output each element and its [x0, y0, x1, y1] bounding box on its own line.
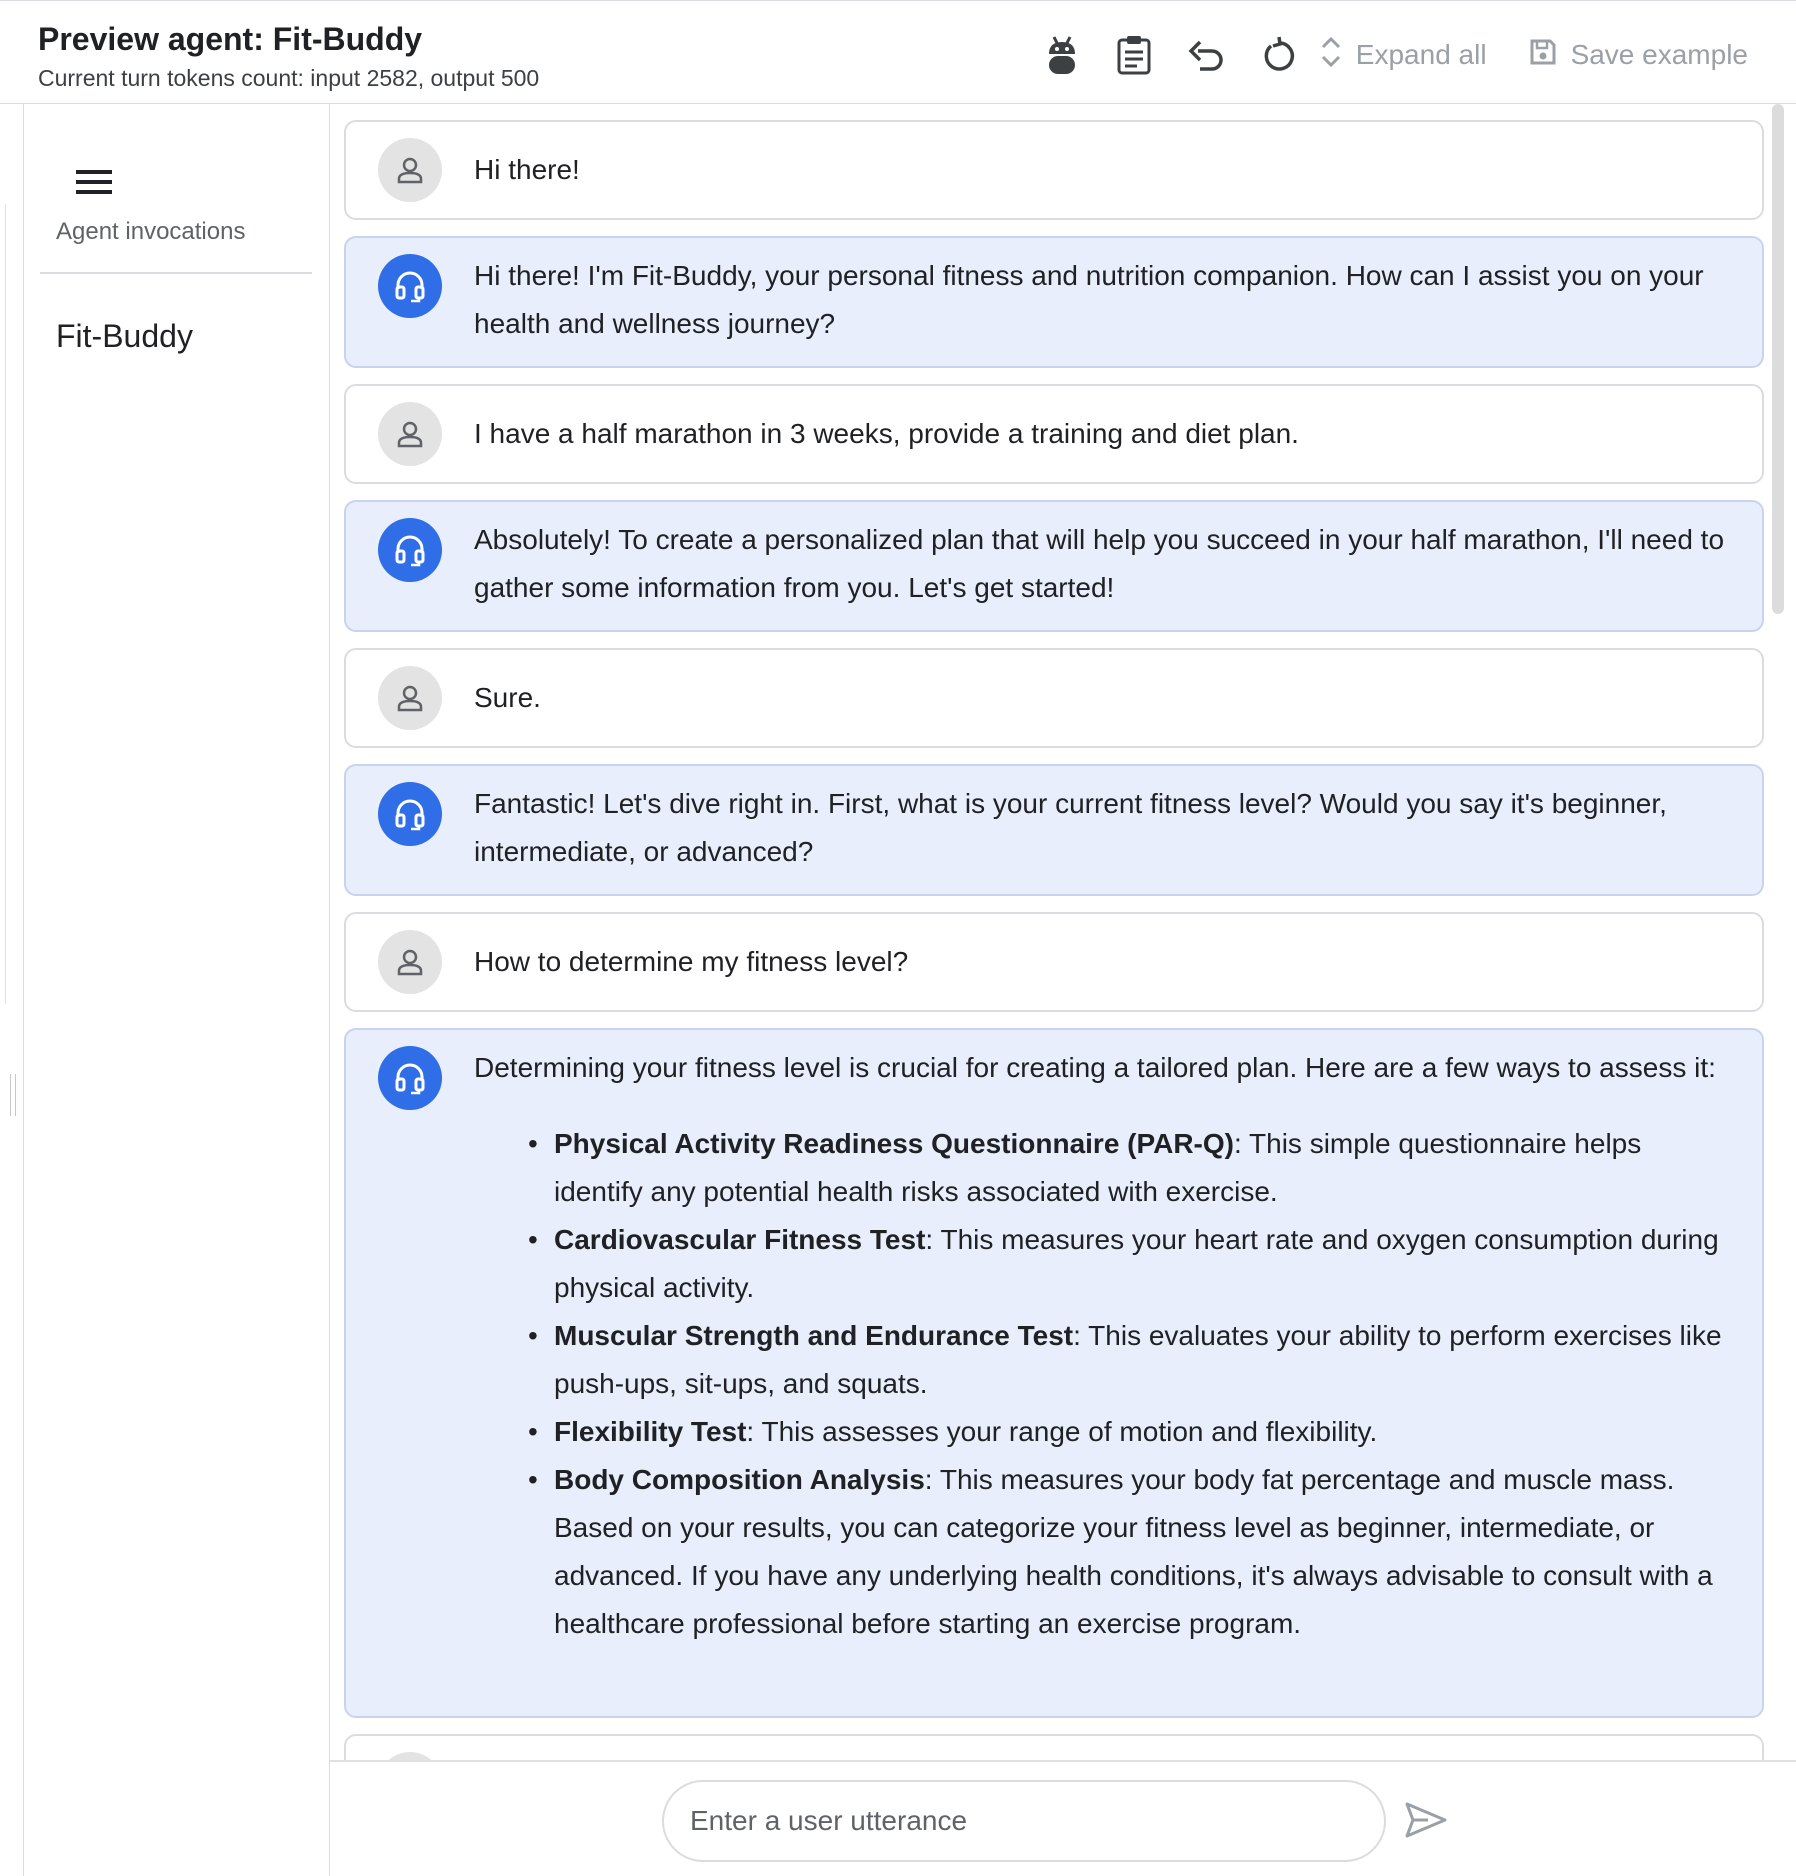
- list-item-text: : This assesses your range of motion and flexibility.: [746, 1416, 1378, 1447]
- send-icon[interactable]: [1402, 1798, 1450, 1842]
- list-item-text: : This measures your heart rate and oxygen consumption during physical activity.: [554, 1224, 1719, 1303]
- preview-header: [0, 0, 1796, 104]
- list-item-title: Physical Activity Readiness Questionnaire (PAR-Q): [554, 1128, 1234, 1159]
- token-count: Current turn tokens count: input 2582, output 500: [38, 65, 540, 91]
- message-body: [474, 1044, 1732, 1648]
- agent-message: [344, 1028, 1764, 1718]
- menu-icon[interactable]: [72, 164, 116, 200]
- expand-all-label: Expand all: [1355, 39, 1487, 70]
- user-avatar-icon: [378, 930, 442, 994]
- user-avatar-icon: [378, 666, 442, 730]
- save-icon: [1529, 38, 1557, 73]
- agent-message: [344, 500, 1764, 632]
- reset-icon[interactable]: [1242, 31, 1314, 79]
- user-avatar-icon: [378, 1752, 442, 1760]
- list-item-title: Body Composition Analysis: [554, 1464, 925, 1495]
- message-text: Determining your fitness level is crucial for creating a tailored plan. Here are a few ways to assess it:: [474, 1052, 1716, 1083]
- headset-icon: [378, 1046, 442, 1110]
- message-text: Sure.: [474, 682, 541, 713]
- utterance-input-wrapper: [662, 1780, 1386, 1862]
- user-message: [344, 384, 1764, 484]
- message-text: I have a half marathon in 3 weeks, provide a training and diet plan.: [474, 418, 1299, 449]
- page-title: Preview agent: Fit-Buddy: [38, 21, 423, 57]
- message-text: Absolutely! To create a personalized plan that will help you succeed in your half marathon, I'll need to gather some information from you. Let's get started!: [474, 524, 1725, 603]
- user-avatar-icon: [378, 402, 442, 466]
- rail-divider: [0, 204, 6, 1004]
- list-item: [554, 1312, 1732, 1408]
- composer: [330, 1760, 1796, 1876]
- agent-message: [344, 236, 1764, 368]
- list-item-title: Muscular Strength and Endurance Test: [554, 1320, 1074, 1351]
- left-rail: [0, 104, 24, 1876]
- user-message: [344, 912, 1764, 1012]
- assessment-list: [554, 1120, 1732, 1648]
- message-text: How to determine my fitness level?: [474, 946, 909, 977]
- toolbar: [1026, 31, 1796, 79]
- agent-invocations-label: Agent invocations: [56, 218, 246, 245]
- message-text: Hi there! I'm Fit-Buddy, your personal fitness and nutrition companion. How can I assist you on your health and wellness journey?: [474, 260, 1704, 339]
- headset-icon: [378, 782, 442, 846]
- clipboard-icon[interactable]: [1098, 31, 1170, 79]
- user-avatar-icon: [378, 138, 442, 202]
- user-message: [344, 120, 1764, 220]
- list-item-text: : This measures your body fat percentage and muscle mass. Based on your results, you can categorize your fitness level as beginner, intermediate, or advanced. If you have any underlying health conditions, it's always advisable to consult with a healthcare professional before starting an exercise program.: [554, 1464, 1713, 1639]
- sidebar-item-fit-buddy[interactable]: Fit-Buddy: [56, 318, 193, 354]
- message-text: Fantastic! Let's dive right in. First, what is your current fitness level? Would you say it's beginner, intermediate, or advanced?: [474, 788, 1667, 867]
- list-item: [554, 1216, 1732, 1312]
- agent-message: [344, 764, 1764, 896]
- chat-transcript: [330, 104, 1796, 1760]
- list-item: [554, 1456, 1732, 1648]
- headset-icon: [378, 254, 442, 318]
- resize-handle[interactable]: [10, 1074, 16, 1116]
- list-item: [554, 1408, 1732, 1456]
- message-text: Hi there!: [474, 154, 580, 185]
- list-item: [554, 1120, 1732, 1216]
- list-item-title: Flexibility Test: [554, 1416, 747, 1447]
- utterance-input[interactable]: [690, 1805, 1384, 1837]
- list-item-text: : This evaluates your ability to perform exercises like push-ups, sit-ups, and squats.: [554, 1320, 1722, 1399]
- undo-icon[interactable]: [1170, 31, 1242, 79]
- sidebar: [24, 104, 330, 1876]
- chat-scrollbar[interactable]: [1772, 104, 1784, 614]
- save-example-label: Save example: [1570, 39, 1748, 70]
- headset-icon: [378, 518, 442, 582]
- expand-icon: [1320, 35, 1342, 76]
- expand-all-button[interactable]: [1320, 35, 1487, 76]
- list-item-title: Cardiovascular Fitness Test: [554, 1224, 926, 1255]
- user-message: [344, 1734, 1764, 1760]
- bug-icon[interactable]: [1026, 31, 1098, 79]
- save-example-button[interactable]: [1529, 38, 1748, 73]
- user-message: [344, 648, 1764, 748]
- list-item-text: : This simple questionnaire helps identify any potential health risks associated with exercise.: [554, 1128, 1642, 1207]
- sidebar-divider: [40, 272, 312, 274]
